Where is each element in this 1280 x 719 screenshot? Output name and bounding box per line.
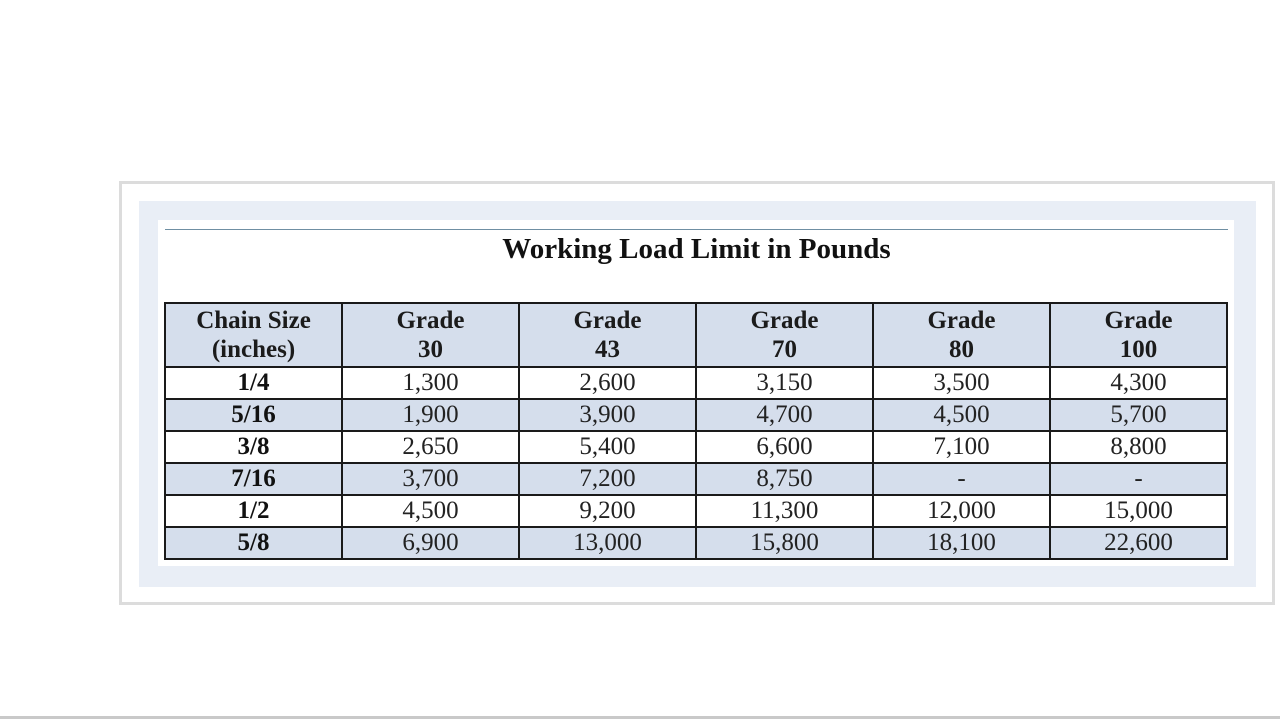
grade-80-cell: 12,000 bbox=[873, 495, 1050, 527]
working-load-limit-table bbox=[164, 302, 1228, 560]
header-chain-size: Chain Size (inches) bbox=[165, 303, 342, 367]
chain-size-cell: 5/16 bbox=[165, 399, 342, 431]
grade-30-cell: 4,500 bbox=[342, 495, 519, 527]
grade-43-cell: 2,600 bbox=[519, 367, 696, 399]
grade-30-cell: 2,650 bbox=[342, 431, 519, 463]
grade-80-cell: 18,100 bbox=[873, 527, 1050, 559]
chain-size-cell: 1/2 bbox=[165, 495, 342, 527]
table-row bbox=[165, 495, 1227, 527]
chain-size-cell: 3/8 bbox=[165, 431, 342, 463]
table-row bbox=[165, 367, 1227, 399]
header-grade-80: Grade 80 bbox=[873, 303, 1050, 367]
grade-30-cell: 6,900 bbox=[342, 527, 519, 559]
grade-70-cell: 8,750 bbox=[696, 463, 873, 495]
grade-43-cell: 13,000 bbox=[519, 527, 696, 559]
header-grade-100: Grade 100 bbox=[1050, 303, 1227, 367]
grade-100-cell: 4,300 bbox=[1050, 367, 1227, 399]
grade-30-cell: 3,700 bbox=[342, 463, 519, 495]
header-grade-30: Grade 30 bbox=[342, 303, 519, 367]
grade-100-cell: 15,000 bbox=[1050, 495, 1227, 527]
table-title: Working Load Limit in Pounds bbox=[502, 233, 891, 265]
grade-70-cell: 3,150 bbox=[696, 367, 873, 399]
grade-43-cell: 7,200 bbox=[519, 463, 696, 495]
grade-100-cell: 8,800 bbox=[1050, 431, 1227, 463]
header-row bbox=[165, 303, 1227, 367]
chain-size-cell: 5/8 bbox=[165, 527, 342, 559]
grade-100-cell: 22,600 bbox=[1050, 527, 1227, 559]
grade-80-cell: 4,500 bbox=[873, 399, 1050, 431]
grade-30-cell: 1,900 bbox=[342, 399, 519, 431]
grade-100-cell: - bbox=[1050, 463, 1227, 495]
grade-100-cell: 5,700 bbox=[1050, 399, 1227, 431]
grade-80-cell: - bbox=[873, 463, 1050, 495]
grade-43-cell: 5,400 bbox=[519, 431, 696, 463]
grade-80-cell: 3,500 bbox=[873, 367, 1050, 399]
grade-30-cell: 1,300 bbox=[342, 367, 519, 399]
header-grade-70: Grade 70 bbox=[696, 303, 873, 367]
grade-70-cell: 11,300 bbox=[696, 495, 873, 527]
grade-43-cell: 9,200 bbox=[519, 495, 696, 527]
header-grade-43: Grade 43 bbox=[519, 303, 696, 367]
chain-size-cell: 7/16 bbox=[165, 463, 342, 495]
table-row bbox=[165, 399, 1227, 431]
table-row bbox=[165, 431, 1227, 463]
grade-70-cell: 4,700 bbox=[696, 399, 873, 431]
grade-70-cell: 6,600 bbox=[696, 431, 873, 463]
chain-size-cell: 1/4 bbox=[165, 367, 342, 399]
grade-80-cell: 7,100 bbox=[873, 431, 1050, 463]
title-rule bbox=[165, 229, 1228, 230]
grade-70-cell: 15,800 bbox=[696, 527, 873, 559]
table-row bbox=[165, 463, 1227, 495]
table-row bbox=[165, 527, 1227, 559]
grade-43-cell: 3,900 bbox=[519, 399, 696, 431]
